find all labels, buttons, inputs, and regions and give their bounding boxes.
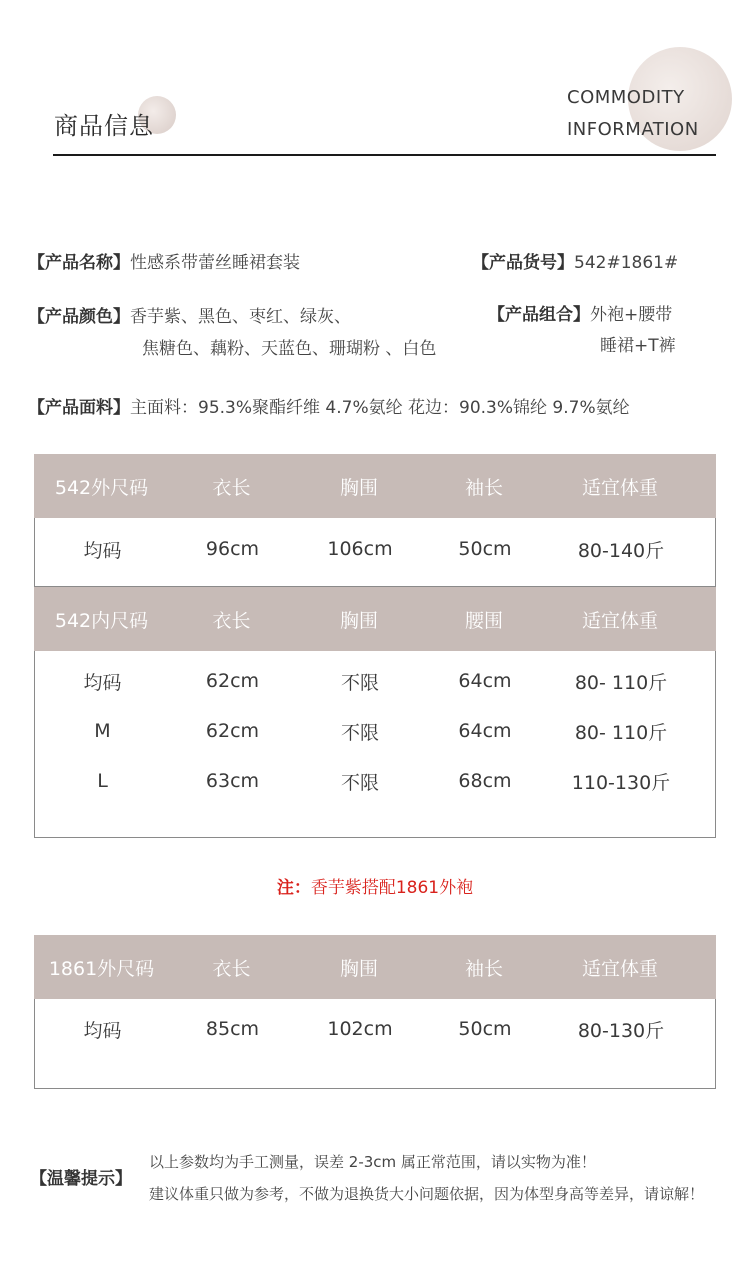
product-name-row (28, 248, 300, 273)
header-cell: 542内尺码 (54, 609, 149, 632)
header-cell: 袖长 (464, 476, 503, 499)
table-header (34, 587, 716, 651)
table-row (35, 1004, 715, 1054)
table-cell: 62cm (205, 720, 260, 742)
table-cell: 不限 (340, 721, 379, 744)
table-cell: 80-130斤 (577, 1019, 665, 1042)
table-row (35, 706, 715, 756)
table-cell: 均码 (83, 1019, 122, 1042)
product-name-label: 【产品名称】 (28, 253, 130, 273)
product-sku-row (472, 248, 678, 273)
table-cell: 50cm (458, 538, 512, 560)
section-title-cn: 商品信息 (54, 112, 154, 140)
note-text: 香芋紫搭配1861外袍 (310, 878, 474, 898)
product-color-line2: 焦糖色、藕粉、天蓝色、珊瑚粉 、白色 (142, 339, 437, 359)
product-fabric-label: 【产品面料】 (28, 398, 130, 418)
tips-line2: 建议体重只做为参考，不做为退换货大小问题依据，因为体型身高等差异，请谅解！ (149, 1185, 705, 1203)
header-cell: 1861外尺码 (48, 957, 155, 980)
table-cell: 均码 (83, 539, 122, 562)
table-body (34, 999, 716, 1089)
table-cell: 110-130斤 (571, 771, 671, 794)
table-row (35, 524, 715, 574)
table-cell: 68cm (458, 770, 512, 792)
table-header (34, 935, 716, 999)
title-en-line1: COMMODITY (567, 87, 685, 108)
header-cell: 袖长 (464, 957, 503, 980)
table-cell: 不限 (340, 671, 379, 694)
product-name-value: 性感系带蕾丝睡裙套装 (130, 253, 300, 273)
size-table-542-inner (34, 587, 716, 838)
size-table-542-outer (34, 454, 716, 587)
title-en-line2: INFORMATION (567, 119, 699, 140)
product-fabric-row (28, 393, 630, 418)
table-row (35, 656, 715, 706)
table-cell: 62cm (205, 670, 260, 692)
table-cell: 64cm (458, 720, 512, 742)
table-cell: 106cm (327, 538, 393, 560)
product-sku-value: 542#1861# (574, 253, 679, 273)
section-title-en (567, 82, 699, 146)
table-cell: 85cm (205, 1018, 260, 1040)
header-cell: 胸围 (339, 957, 378, 980)
product-color-row (28, 302, 351, 327)
table-cell: L (97, 770, 108, 792)
product-sku-label: 【产品货号】 (472, 253, 574, 273)
table-cell: 63cm (205, 770, 260, 792)
table-cell: 均码 (83, 671, 122, 694)
note-label: 注： (276, 878, 311, 898)
header-cell: 适宜体重 (581, 957, 658, 980)
table-body (34, 651, 716, 838)
table-cell: 80-140斤 (577, 539, 665, 562)
header-cell: 衣长 (212, 476, 251, 499)
header-cell: 衣长 (212, 609, 251, 632)
header-cell: 胸围 (339, 476, 378, 499)
table-cell: 80- 110斤 (574, 721, 668, 744)
header-cell: 胸围 (339, 609, 378, 632)
size-table-1861-outer (34, 935, 716, 1089)
product-combo-label: 【产品组合】 (488, 305, 590, 325)
header-cell: 适宜体重 (581, 609, 658, 632)
table-body (34, 518, 716, 587)
table-row (35, 756, 715, 806)
product-fabric-value: 主面料：95.3%聚酯纤维 4.7%氨纶 花边：90.3%锦纶 9.7%氨纶 (130, 398, 630, 418)
table-cell: 102cm (327, 1018, 393, 1040)
table-cell: 96cm (205, 538, 260, 560)
table-cell: 不限 (340, 771, 379, 794)
header-divider (53, 154, 716, 156)
table-cell: 64cm (458, 670, 512, 692)
header-cell: 衣长 (212, 957, 251, 980)
header-cell: 腰围 (464, 609, 503, 632)
tips-line1: 以上参数均为手工测量，误差 2-3cm 属正常范围，请以实物为准！ (149, 1153, 596, 1171)
table-cell: 80- 110斤 (574, 671, 668, 694)
table-cell: 50cm (458, 1018, 512, 1040)
product-color-label: 【产品颜色】 (28, 307, 130, 327)
table-header (34, 454, 716, 518)
header-cell: 542外尺码 (54, 476, 149, 499)
table-cell: M (94, 720, 111, 742)
product-combo-line1: 外袍+腰带 (590, 305, 673, 325)
product-combo-row (488, 300, 672, 325)
product-color-line1: 香芋紫、黑色、枣红、绿灰、 (130, 307, 351, 327)
color-note (0, 873, 750, 898)
header-cell: 适宜体重 (581, 476, 658, 499)
tips-label: 【温馨提示】 (30, 1169, 132, 1189)
product-combo-line2: 睡裙+T裤 (600, 336, 676, 356)
